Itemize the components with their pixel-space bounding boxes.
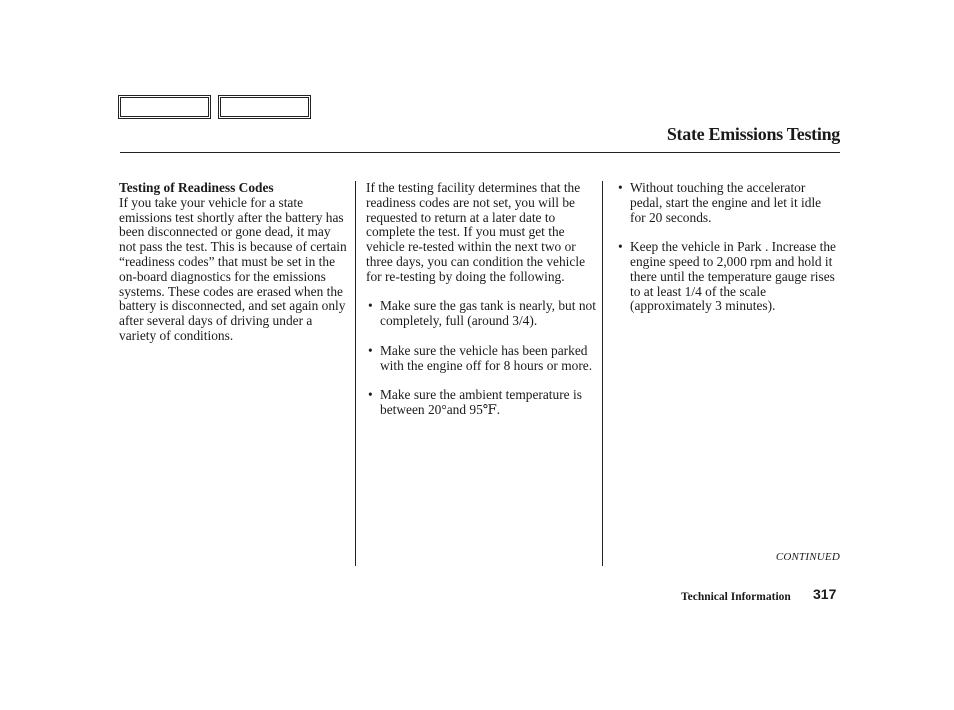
continued-label: CONTINUED [775,551,840,563]
list-item-text: Make sure the ambient temperature is between 20°and 95℉. [380,387,582,417]
title-rule [120,152,840,153]
list-item [616,181,840,225]
list-item [366,344,596,374]
list-item-text: Without touching the accelerator pedal, start the engine and let it idle for 20 seconds. [630,180,822,225]
bullet-icon: • [618,239,623,255]
footer-section-name: Technical Information [681,591,791,603]
column-2 [366,181,596,418]
bullet-icon: • [618,180,623,195]
bullet-icon: • [368,342,373,358]
nav-button-1[interactable] [118,95,211,119]
list-item-text: Keep the vehicle in Park . Increase the engine speed to 2,000 rpm and hold it there until the temperature gauge rises to at least 1/4 of the scale (approximately 3 minutes). [630,239,836,314]
column-divider-1 [355,181,356,566]
list-item-text: Make sure the vehicle has been parked with the engine off for 8 hours or more. [380,342,593,373]
column-divider-2 [602,181,603,566]
list-item [366,388,596,418]
column-1 [119,181,347,344]
body-paragraph: If you take your vehicle for a state emissions test shortly after the battery has been disconnected or gone dead, it may not pass the test. This is because of certain “readiness codes” that must be set in the on-board diagnostics for the emissions systems. These codes are erased when the battery is disconnected, and set again only after several days of driving under a variety of conditions. [119,194,347,343]
list-item [616,240,840,314]
section-heading: Testing of Readiness Codes [119,180,274,195]
page-number: 317 [813,586,837,602]
list-item [366,299,596,329]
column-3 [616,181,840,314]
page-title: State Emissions Testing [666,124,840,144]
bullet-icon: • [368,387,373,403]
intro-paragraph: If the testing facility determines that the readiness codes are not set, you will be requested to return at a later date to complete the test. If you must get the vehicle re-tested within the next two or three days, you can condition the vehicle for re-testing by doing the following. [366,180,586,284]
list-item-text: Make sure the gas tank is nearly, but not completely, full (around 3/4). [380,298,596,329]
bullet-icon: • [368,298,373,314]
nav-button-2[interactable] [218,95,311,119]
